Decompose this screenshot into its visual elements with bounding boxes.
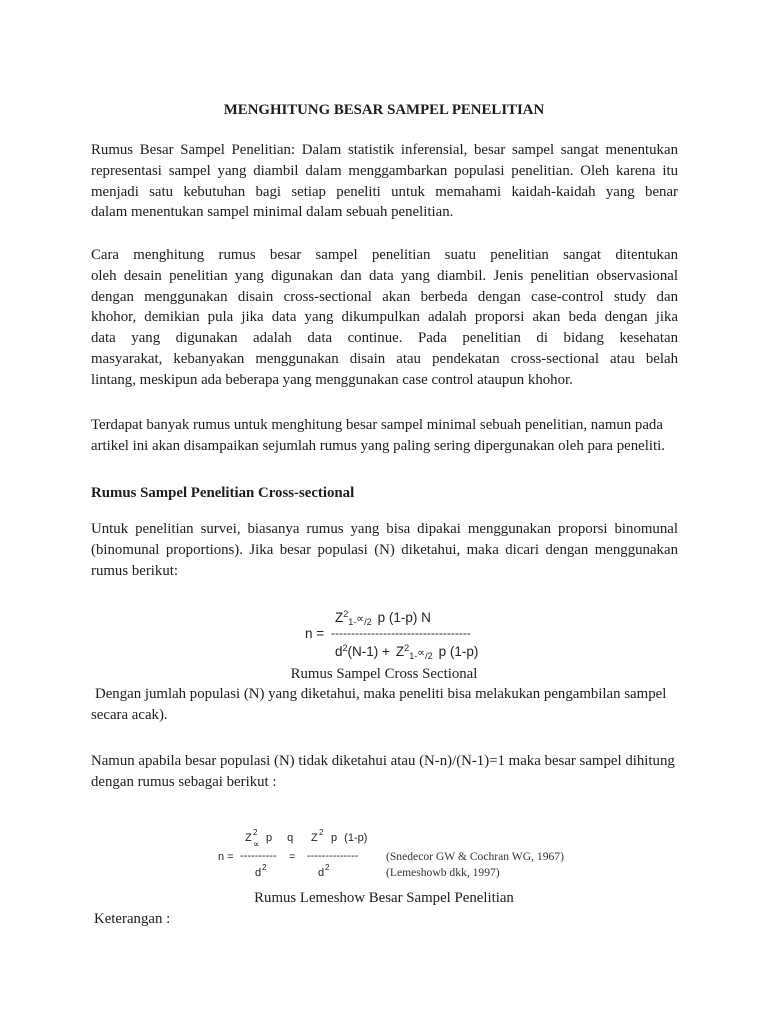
paragraph-line: oleh desain penelitian yang digunakan dan data yang diambil. Jenis penelitian observasional: [91, 267, 678, 284]
paragraph-line: dalam menentukan sampel minimal dalam sebuah penelitian.: [91, 204, 454, 221]
d-exponent: 2: [342, 643, 348, 653]
alpha-symbol: ∝: [417, 646, 426, 659]
unknown-population-paragraph: [91, 751, 691, 793]
formula-lhs: n =: [218, 851, 234, 863]
paragraph-line: Rumus Besar Sampel Penelitian: Dalam statistik inferensial, besar sampel sangat menentukan: [91, 142, 678, 158]
d-exponent: 2: [325, 863, 330, 872]
overview-paragraph: [91, 415, 691, 457]
fraction-bar: ----------: [240, 850, 277, 862]
d-symbol: d: [255, 867, 262, 879]
paragraph-line: dengan menggunakan disain cross-sectional akan berbeda dengan case-control study dan: [91, 288, 678, 305]
formula-denominator: [335, 644, 478, 661]
paragraph-line: dengan rumus sebagai berikut :: [91, 773, 277, 790]
denominator-terms: p (1-p): [438, 644, 479, 659]
section-heading: Rumus Sampel Penelitian Cross-sectional: [91, 485, 355, 501]
alpha-subscript: /2: [425, 651, 433, 661]
formula-caption: Rumus Lemeshow Besar Sampel Penelitian: [254, 890, 514, 906]
keterangan-label: Keterangan :: [94, 911, 171, 927]
alpha-subscript: ∝: [253, 840, 260, 850]
paragraph-line: (binomunal proportions). Jika besar populasi (N) diketahui, maka dicari dengan menggunakan: [91, 541, 678, 558]
intro-paragraph: [91, 140, 691, 223]
z-exponent: 2: [319, 828, 324, 837]
cross-sectional-paragraph: [91, 519, 691, 581]
paragraph-line: secara acak).: [91, 706, 168, 723]
known-population-paragraph: [91, 684, 695, 726]
citation: (Snedecor GW & Cochran WG, 1967): [386, 850, 564, 863]
paragraph-line: Untuk penelitian survei, biasanya rumus yang bisa dipakai menggunakan proporsi binomunal: [91, 521, 678, 537]
numerator-terms: p (1-p): [331, 832, 368, 844]
z-exponent: 2: [343, 609, 349, 619]
paragraph-line: Dengan jumlah populasi (N) yang diketahui, maka peneliti bisa melakukan pengambilan sampel: [95, 686, 667, 702]
paragraph-line: rumus berikut:: [91, 562, 178, 579]
z-subscript: 1-: [409, 651, 418, 661]
d-symbol: d: [318, 867, 325, 879]
method-paragraph: [91, 245, 691, 391]
formula-caption: Rumus Sampel Cross Sectional: [290, 666, 478, 682]
z-symbol: Z: [395, 644, 405, 659]
equals-sign: =: [289, 851, 296, 863]
formula-lhs: n =: [305, 626, 325, 641]
z-symbol: Z: [311, 832, 318, 844]
d-exponent: 2: [262, 863, 267, 872]
paragraph-line: representasi sampel yang diambil dalam menggambarkan populasi penelitian. Oleh karena itu: [91, 162, 678, 179]
fraction-bar: -----------------------------------: [331, 626, 471, 640]
alpha-symbol: ∝: [356, 612, 365, 625]
paragraph-line: khohor, demikian pula jika data yang dikumpulkan adalah proporsi akan beda dengan jika: [91, 309, 678, 326]
numerator-terms: p (1-p) N: [377, 610, 431, 625]
lemeshow-formula: [216, 826, 576, 884]
denominator-middle: (N-1) +: [347, 644, 390, 659]
z-exponent: 2: [253, 828, 258, 837]
paragraph-line: data yang digunakan adalah data continue. Pada penelitian di bidang kesehatan: [91, 330, 678, 347]
paragraph-line: Cara menghitung rumus besar sampel penelitian suatu penelitian sangat ditentukan: [91, 247, 678, 263]
paragraph-line: menjadi satu kebutuhan bagi setiap peneliti untuk memahami kaidah-kaidah yang benar: [91, 183, 678, 200]
paragraph-line: lintang, meskipun ada beberapa yang menggunakan case control ataupun khohor.: [91, 371, 573, 388]
fraction-bar: --------------: [307, 850, 359, 862]
d-symbol: d: [335, 644, 343, 659]
numerator-terms: p q: [266, 832, 294, 844]
cross-sectional-formula: [305, 606, 490, 664]
alpha-subscript: /2: [364, 617, 372, 627]
citation: (Lemeshowb dkk, 1997): [386, 866, 500, 879]
paragraph-line: masyarakat, kebanyakan menggunakan disain atau pendekatan cross-sectional atau belah: [91, 350, 678, 367]
z-exponent: 2: [404, 643, 410, 653]
paragraph-line: artikel ini akan disampaikan sejumlah rumus yang paling sering dipergunakan oleh para peneliti.: [91, 437, 665, 454]
z-symbol: Z: [335, 610, 344, 625]
z-symbol: Z: [245, 832, 252, 844]
paragraph-line: Terdapat banyak rumus untuk menghitung besar sampel minimal sebuah penelitian, namun pada: [91, 417, 663, 433]
page-title: MENGHITUNG BESAR SAMPEL PENELITIAN: [223, 102, 545, 118]
z-subscript: 1-: [348, 617, 357, 627]
paragraph-line: Namun apabila besar populasi (N) tidak diketahui atau (N-n)/(N-1)=1 maka besar sampel dihitung: [91, 753, 675, 769]
